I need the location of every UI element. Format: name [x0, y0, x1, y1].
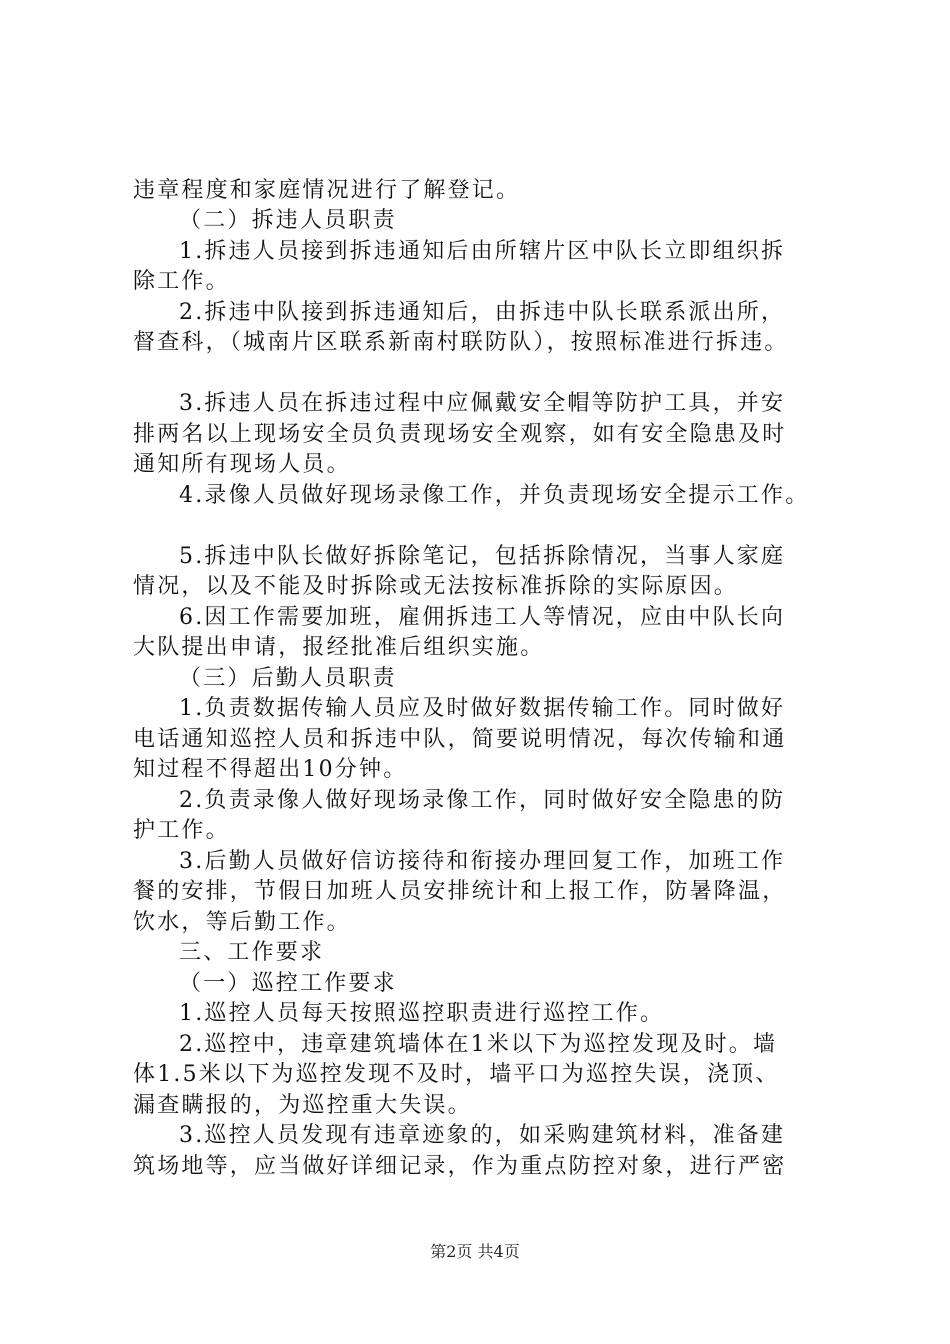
text-line: 筑场地等，应当做好详细记录，作为重点防控对象，进行严密 — [133, 1154, 787, 1179]
text-line: 3.巡控人员发现有违章迹象的，如采购建筑材料，准备建 — [179, 1123, 786, 1148]
text-line: 2.巡控中，违章建筑墙体在1米以下为巡控发现及时。墙 — [179, 1032, 778, 1057]
text-line: 5.拆违中队长做好拆除笔记，包括拆除情况，当事人家庭 — [179, 544, 786, 569]
text-line: 3.拆违人员在拆违过程中应佩戴安全帽等防护工具，并安 — [179, 391, 786, 416]
text-line: 4.录像人员做好现场录像工作，并负责现场安全提示工作。 — [179, 483, 810, 508]
text-line: 漏查瞒报的，为巡控重大失误。 — [133, 1093, 472, 1118]
text-line: 餐的安排，节假日加班人员安排统计和上报工作，防暑降温， — [133, 879, 787, 904]
section-heading: （二）拆违人员职责 — [179, 208, 397, 233]
text-line: 体1.5米以下为巡控发现不及时，墙平口为巡控失误，浇顶、 — [133, 1062, 780, 1087]
text-line: 知过程不得超出10分钟。 — [133, 757, 408, 782]
text-line: 护工作。 — [133, 818, 230, 843]
text-line: 情况，以及不能及时拆除或无法按标准拆除的实际原因。 — [133, 574, 739, 599]
section-heading: （一）巡控工作要求 — [179, 971, 397, 996]
text-line: 2.拆违中队接到拆违通知后，由拆违中队长联系派出所， — [179, 300, 786, 325]
text-line: 饮水，等后勤工作。 — [133, 910, 351, 935]
text-line: 违章程度和家庭情况进行了解登记。 — [133, 178, 521, 203]
page-number: 第2页 共4页 — [430, 1242, 520, 1261]
text-line: 1.负责数据传输人员应及时做好数据传输工作。同时做好 — [179, 696, 786, 721]
section-heading: 三、工作要求 — [179, 940, 325, 965]
text-line: 除工作。 — [133, 269, 230, 294]
text-line: 1.巡控人员每天按照巡控职责进行巡控工作。 — [179, 1001, 665, 1026]
text-line: 通知所有现场人员。 — [133, 452, 351, 477]
text-line: 督查科，（城南片区联系新南村联防队），按照标准进行拆违。 — [133, 330, 789, 355]
text-line: 大队提出申请，报经批准后组织实施。 — [133, 635, 545, 660]
text-line: 排两名以上现场安全员负责现场安全观察，如有安全隐患及时 — [133, 422, 787, 447]
text-line: 2.负责录像人做好现场录像工作，同时做好安全隐患的防 — [179, 788, 786, 813]
section-heading: （三）后勤人员职责 — [179, 666, 397, 691]
text-line: 6.因工作需要加班，雇佣拆违工人等情况，应由中队长向 — [179, 605, 786, 630]
text-line: 电话通知巡控人员和拆违中队，简要说明情况，每次传输和通 — [133, 727, 787, 752]
text-line: 3.后勤人员做好信访接待和衔接办理回复工作，加班工作 — [179, 849, 786, 874]
text-line: 1.拆违人员接到拆违通知后由所辖片区中队长立即组织拆 — [179, 239, 786, 264]
